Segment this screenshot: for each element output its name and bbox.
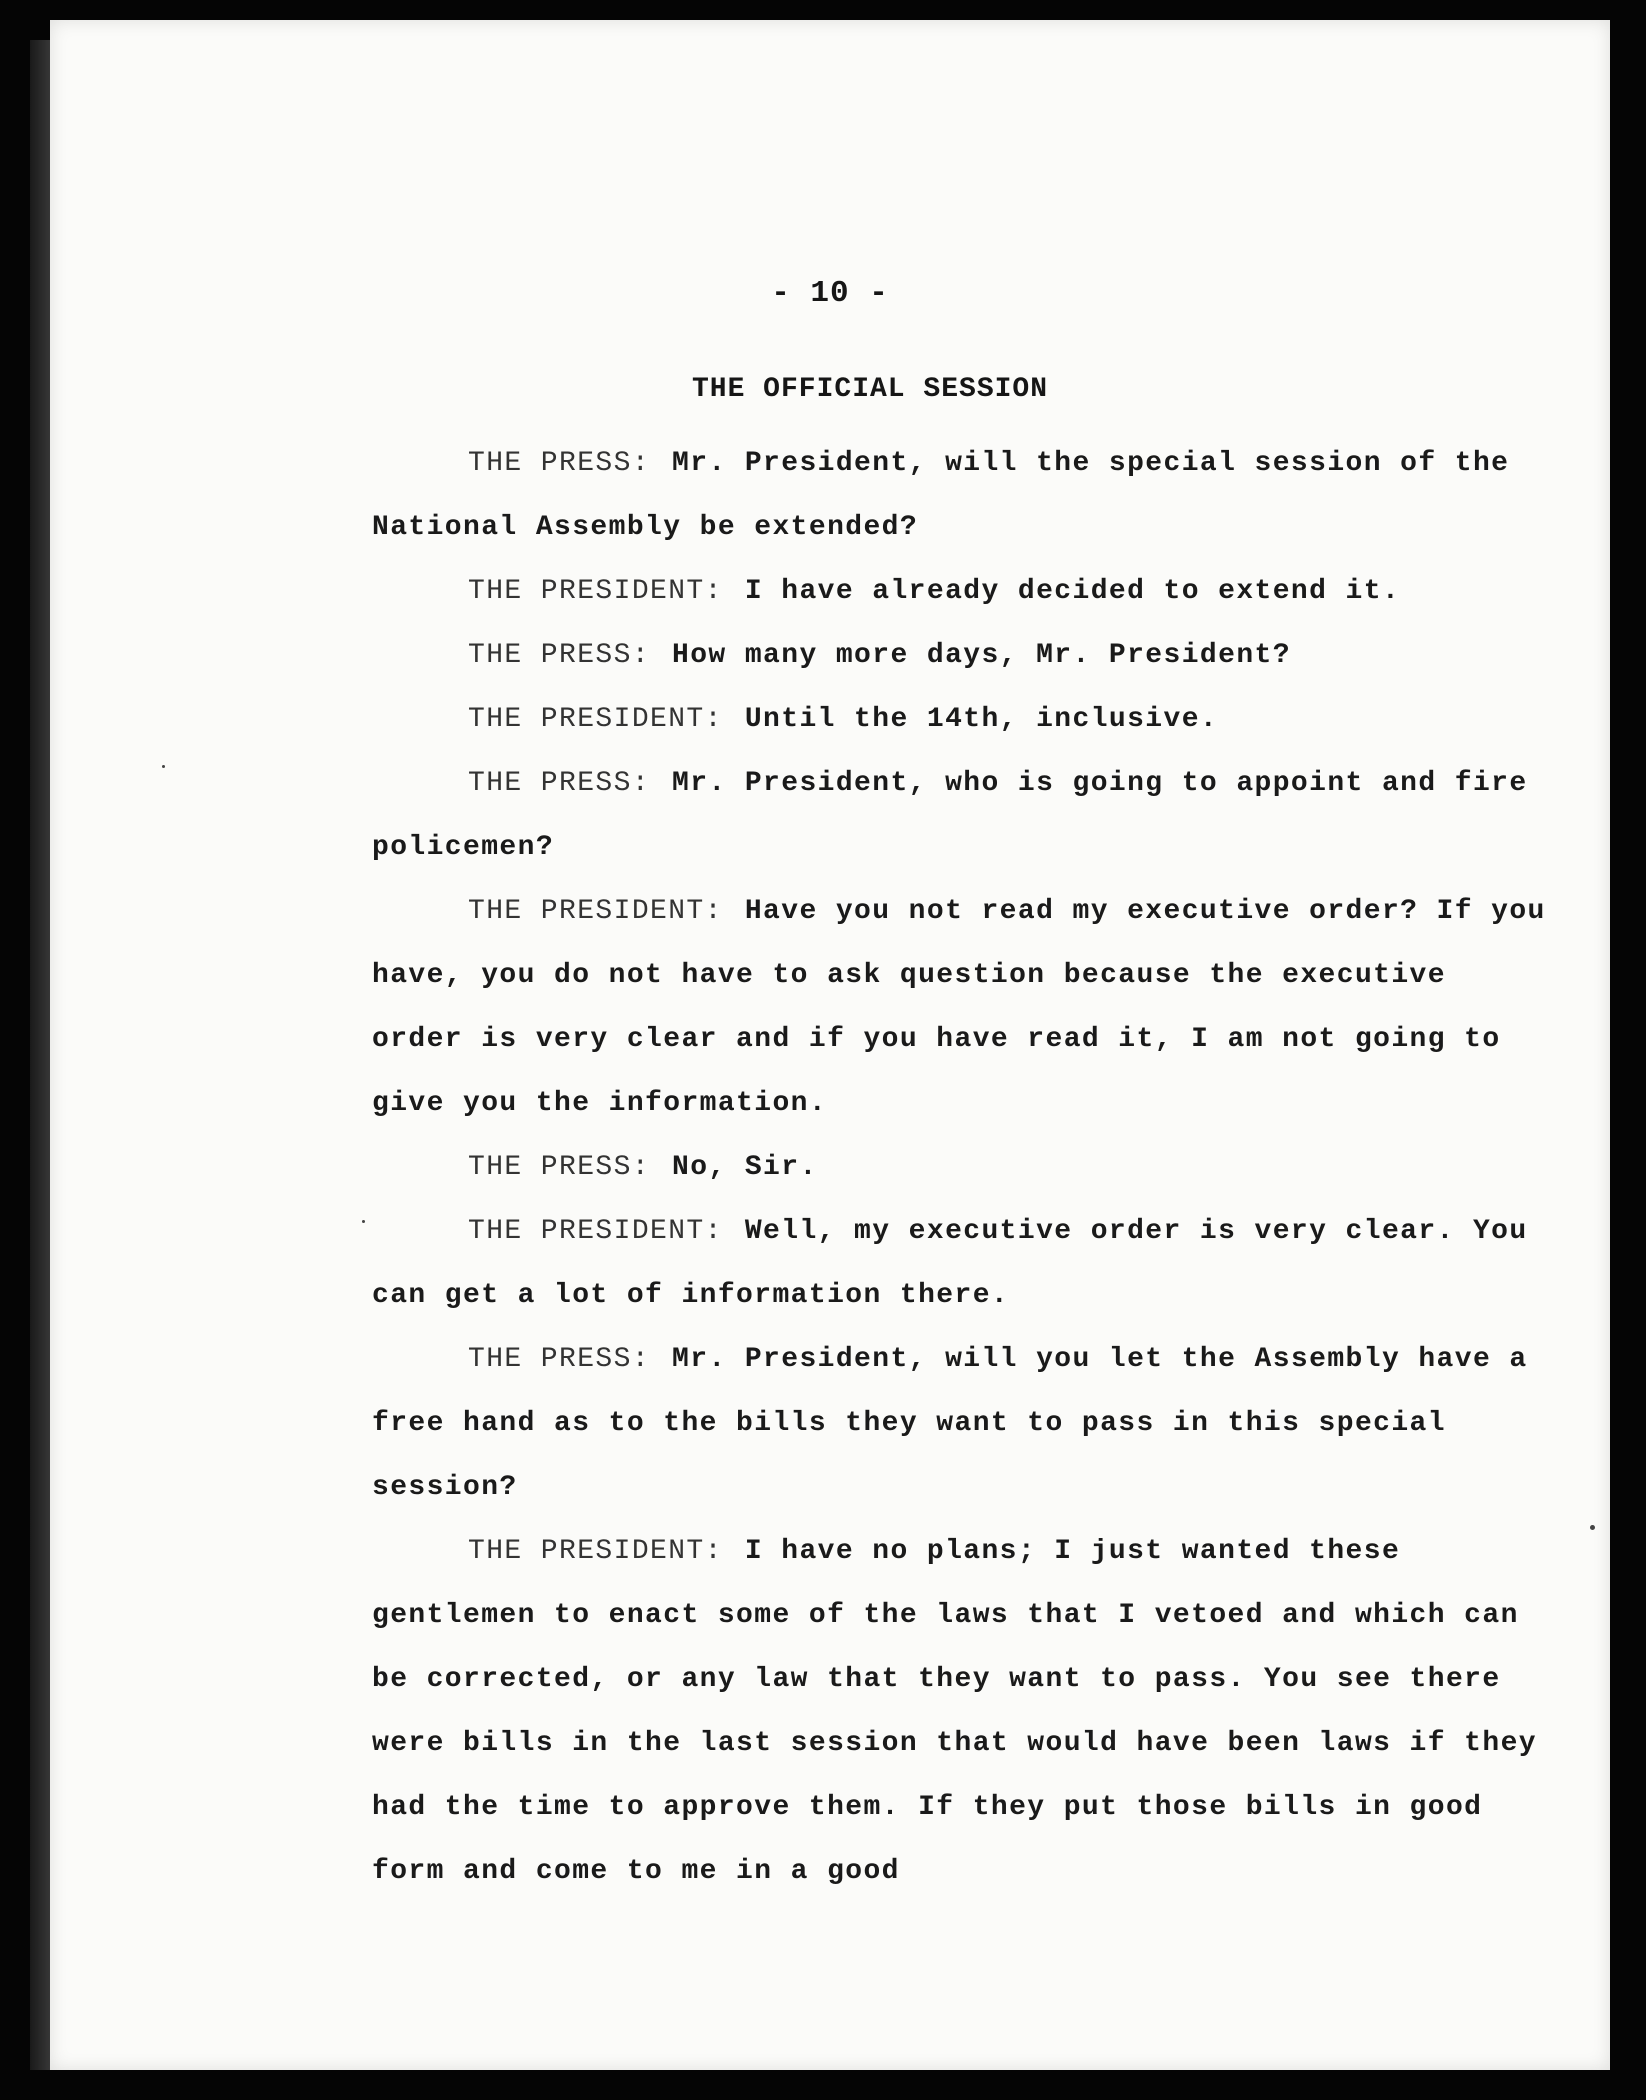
scan-speck <box>162 765 165 768</box>
paragraph-text: How many more days, Mr. President? <box>672 640 1291 671</box>
scan-speck <box>1590 1525 1595 1530</box>
speaker-label: THE PRESIDENT: <box>468 576 723 607</box>
paragraph-text: Mr. President, who is going to appoint and fire policemen? <box>372 768 1528 863</box>
page-number: - 10 - <box>771 276 889 311</box>
paragraph-text: Well, my executive order is very clear. You can get a lot of information there. <box>372 1216 1528 1311</box>
speaker-label: THE PRESS: <box>468 640 651 671</box>
transcript-paragraph <box>372 880 1552 1136</box>
transcript-paragraph <box>372 624 1552 688</box>
transcript-paragraph <box>372 1200 1552 1328</box>
transcript-paragraph <box>372 560 1552 624</box>
transcript-paragraph <box>372 1328 1552 1520</box>
paragraph-text: No, Sir. <box>672 1152 818 1183</box>
transcript-body <box>372 432 1552 1904</box>
paragraph-text: I have no plans; I just wanted these gentlemen to enact some of the laws that I vetoed and which can be corrected, or any law that they want to pass. You see there were bills in the last session that would have been laws if they had the time to approve them. If they put those bills in good form and come to me in a good <box>372 1536 1537 1887</box>
transcript-paragraph <box>372 1136 1552 1200</box>
paragraph-text: Until the 14th, inclusive. <box>744 704 1219 735</box>
document-page <box>50 20 1610 2070</box>
section-heading: THE OFFICIAL SESSION <box>691 374 1049 405</box>
transcript-paragraph <box>372 752 1552 880</box>
speaker-label: THE PRESIDENT: <box>468 704 723 735</box>
transcript-paragraph <box>372 1520 1552 1904</box>
speaker-label: THE PRESS: <box>468 1152 651 1183</box>
speaker-label: THE PRESS: <box>468 1344 651 1375</box>
speaker-label: THE PRESS: <box>468 448 651 479</box>
paragraph-text: I have already decided to extend it. <box>744 576 1401 607</box>
transcript-paragraph <box>372 432 1552 560</box>
scan-speck <box>362 1220 365 1223</box>
transcript-paragraph <box>372 688 1552 752</box>
paragraph-text: Have you not read my executive order? If you have, you do not have to ask question because the executive order is very clear and if you have read it, I am not going to give you the information. <box>372 896 1546 1119</box>
paragraph-text: Mr. President, will the special session of the National Assembly be extended? <box>372 448 1510 543</box>
speaker-label: THE PRESS: <box>468 768 651 799</box>
speaker-label: THE PRESIDENT: <box>468 896 723 927</box>
speaker-label: THE PRESIDENT: <box>468 1216 723 1247</box>
speaker-label: THE PRESIDENT: <box>468 1536 723 1567</box>
paragraph-text: Mr. President, will you let the Assembly have a free hand as to the bills they want to pass in this special session? <box>372 1344 1528 1503</box>
